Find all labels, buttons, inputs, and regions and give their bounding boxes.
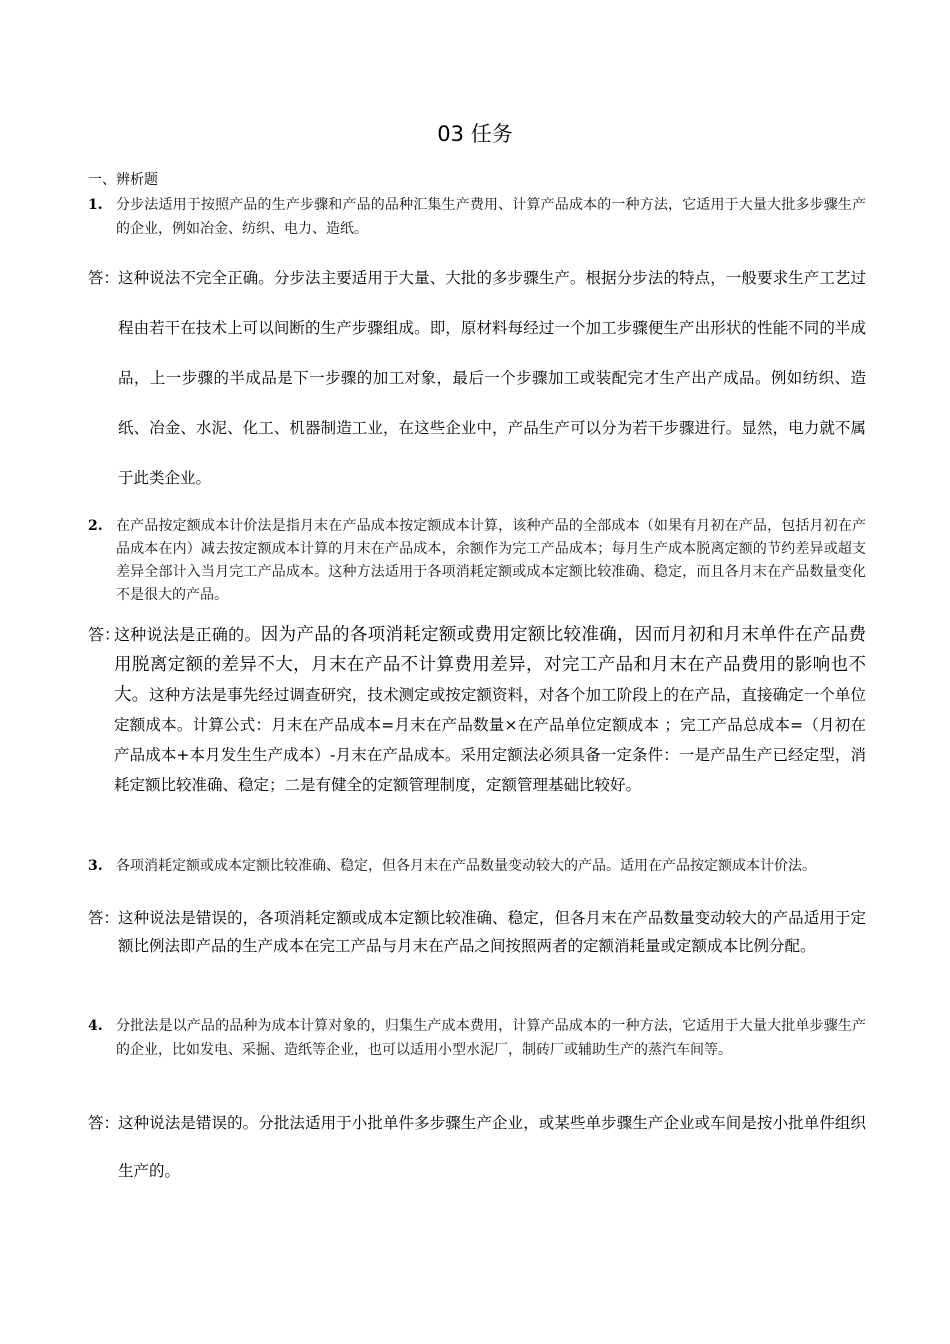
answer-3 [88,904,866,960]
question-text: 在产品按定额成本计价法是指月末在产品成本按定额成本计算，该种产品的全部成本（如果有月初在产品，包括月初在产品成本在内）减去按定额成本计算的月末在产品成本，余额作为完工产品成本；每月生产成本脱离定额的节约差异或超支差异全部计入当月完工产品成本。这种方法适用于各项消耗定额或成本定额比较准确、稳定，而且各月末在产品数量变化不是很大的产品。 [116,518,866,603]
question-3 [88,854,866,878]
answer-text: 这种说法是错误的，各项消耗定额或成本定额比较准确、稳定，但各月末在产品数量变动较大的产品适用于定额比例法即产品的生产成本在完工产品与月末在产品之间按照两者的定额消耗量或定额成本比例分配。 [118,909,866,955]
question-4 [88,1014,866,1062]
question-number: 2. [88,518,103,534]
question-2 [88,515,866,607]
answer-rest: 这种方法是事先经过调查研究，技术测定或按定额资料，对各个加工阶段上的在产品，直接确定一个单位定额成本。计算公式：月末在产品成本=月末在产品数量×在产品单位定额成本 ；完工产品总成本=（月初在产品成本+本月发生生产成本）-月末在产品成本。采用定额法必须具备一定条件：一是产品生产已经定型，消耗定额比较准确、稳定；二是有健全的定额管理制度，定额管理基础比较好。 [114,686,866,794]
section-heading: 一、辨析题 [88,172,158,188]
question-number: 3. [88,858,103,874]
answer-label: 答： [88,1114,120,1132]
question-number: 1. [88,197,103,213]
question-text: 分批法是以产品的品种为成本计算对象的，归集生产成本费用，计算产品成本的一种方法，它适用于大量大批单步骤生产的企业，比如发电、采掘、造纸等企业，也可以适用小型水泥厂，制砖厂或辅助生产的蒸汽车间等。 [116,1018,866,1058]
answer-1 [88,253,866,503]
question-text: 分步法适用于按照产品的生产步骤和产品的品种汇集生产费用、计算产品成本的一种方法，它适用于大量大批多步骤生产的企业，例如冶金、纺织、电力、造纸。 [116,197,866,237]
answer-label: 答： [88,269,120,287]
answer-label: 答： [88,909,120,927]
answer-4 [88,1099,866,1195]
answer-text: 这种说法是错误的。分批法适用于小批单件多步骤生产企业，或某些单步骤生产企业或车间是按小批单件组织生产的。 [118,1114,866,1180]
answer-label: 答： [88,625,121,644]
answer-lead: 这种说法是正确的。 [114,625,261,644]
answer-2 [88,620,866,800]
page-title: 03 任务 [437,122,513,146]
question-number: 4. [88,1018,103,1034]
question-text: 各项消耗定额或成本定额比较准确、稳定，但各月末在产品数量变动较大的产品。适用在产品按定额成本计价法。 [116,858,816,874]
question-1 [88,193,866,241]
answer-emphasis: 因为产品的各项消耗定额或费用定额比较准确，因而月初和月末单件在产品费用脱离定额的差异不大，月末在产品不计算费用差异，对完工产品和月末在产品费用的影响也不大。 [114,625,866,705]
answer-text: 这种说法不完全正确。分步法主要适用于大量、大批的多步骤生产。根据分步法的特点，一般要求生产工艺过程由若干在技术上可以间断的生产步骤组成。即，原材料每经过一个加工步骤便生产出形状的性能不同的半成品，上一步骤的半成品是下一步骤的加工对象，最后一个步骤加工或装配完才生产出产成品。例如纺织、造纸、冶金、水泥、化工、机器制造工业，在这些企业中，产品生产可以分为若干步骤进行。显然，电力就不属于此类企业。 [118,269,866,487]
